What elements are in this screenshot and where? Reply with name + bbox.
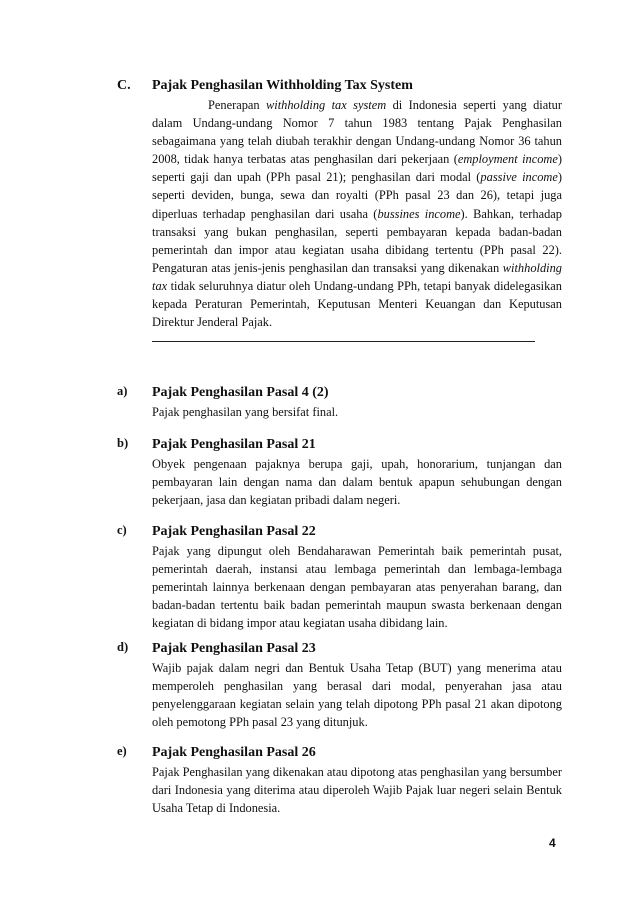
item-label: c) [117, 523, 127, 537]
paragraph-text [152, 98, 562, 329]
list-item-d [117, 640, 562, 731]
italic-term: withholding tax [152, 260, 562, 293]
item-label: b) [117, 436, 129, 450]
section-label: C. [117, 78, 131, 93]
item-description: Pajak penghasilan yang bersifat final. [152, 405, 339, 419]
item-title: Pajak Penghasilan Pasal 4 (2) [152, 385, 329, 400]
item-label: d) [117, 640, 129, 654]
paragraph-run: ). Bahkan, terhadap transaksi yang bukan penghasilan, seperti pembayaran kepada badan-badan pemerintah dan impor atau kegiatan usaha dibidang tertentu (PPh pasal 22). Pengaturan atas jenis-jenis penghasilan dan transaksi yang dikenakan [152, 206, 562, 275]
section-title: Pajak Penghasilan Withholding Tax System [152, 78, 413, 93]
italic-term: withholding tax system [266, 98, 387, 112]
item-label: a) [117, 384, 128, 398]
section-heading [117, 78, 413, 94]
item-description: Pajak Penghasilan yang dikenakan atau dipotong atas penghasilan yang bersumber dari Indonesia yang diterima atau diperoleh Wajib Pajak luar negeri selain Bentuk Usaha Tetap di Indonesia. [152, 765, 562, 816]
paragraph-run: ) seperti deviden, bunga, sewa dan royalti (PPh pasal 23 dan 26), tetapi juga diperluas terhadap penghasilan dari usaha ( [152, 170, 562, 221]
paragraph-run: Penerapan [208, 98, 266, 112]
item-title: Pajak Penghasilan Pasal 23 [152, 641, 316, 656]
horizontal-rule [152, 341, 535, 342]
list-item-a [117, 384, 562, 421]
item-description: Wajib pajak dalam negri dan Bentuk Usaha Tetap (BUT) yang menerima atau memperoleh penghasilan yang berasal dari modal, penyerahan jasa atau penyelenggaraan kegiatan selain yang telah dipotong PPh pasal 21 akan dipotong oleh pemotong PPh pasal 23 yang ditunjuk. [152, 661, 562, 730]
italic-term: passive income [480, 170, 558, 185]
paragraph-run: tidak seluruhnya diatur oleh Undang-undang PPh, tetapi banyak didelegasikan kepada Peraturan Pemerintah, Keputusan Menteri Keuangan dan Keputusan Direktur Jenderal Pajak. [152, 278, 562, 330]
item-title: Pajak Penghasilan Pasal 21 [152, 437, 316, 452]
item-title: Pajak Penghasilan Pasal 22 [152, 524, 316, 539]
item-label: e) [117, 744, 127, 758]
list-item-c [117, 523, 562, 632]
italic-term: bussines income [377, 206, 461, 221]
list-item-b [117, 436, 562, 509]
paragraph-run: ) seperti gaji dan upah (PPh pasal 21); penghasilan dari modal ( [152, 152, 562, 185]
item-description: Pajak yang dipungut oleh Bendaharawan Pemerintah baik pemerintah pusat, pemerintah daerah, instansi atau lembaga pemerintah dan lembaga-lembaga pemerintah lainnya berkenaan dengan pembayaran atas penyerahan barang, dan badan-badan tertentu baik badan pemerintah maupun swasta berkenaan dengan kegiatan di bidang impor atau kegiatan usaha dibidang lain. [152, 544, 562, 631]
item-title: Pajak Penghasilan Pasal 26 [152, 745, 316, 760]
italic-term: employment income [457, 152, 558, 167]
page-number: 4 [549, 836, 556, 850]
list-item-e [117, 744, 562, 817]
paragraph-run: di Indonesia seperti yang diatur dalam Undang-undang Nomor 7 tahun 1983 tentang Pajak Penghasilan sebagaimana yang telah diubah terakhir dengan Undang-undang Nomor 36 tahun 2008, tidak hanya terbatas atas penghasilan dari pekerjaan ( [152, 98, 563, 167]
item-description: Obyek pengenaan pajaknya berupa gaji, upah, honorarium, tunjangan dan pembayaran lain dengan nama dan dalam bentuk apapun sehubungan dengan pekerjaan, jasa dan kegiatan pribadi dalam negeri. [152, 457, 562, 508]
section-paragraph [152, 96, 562, 331]
